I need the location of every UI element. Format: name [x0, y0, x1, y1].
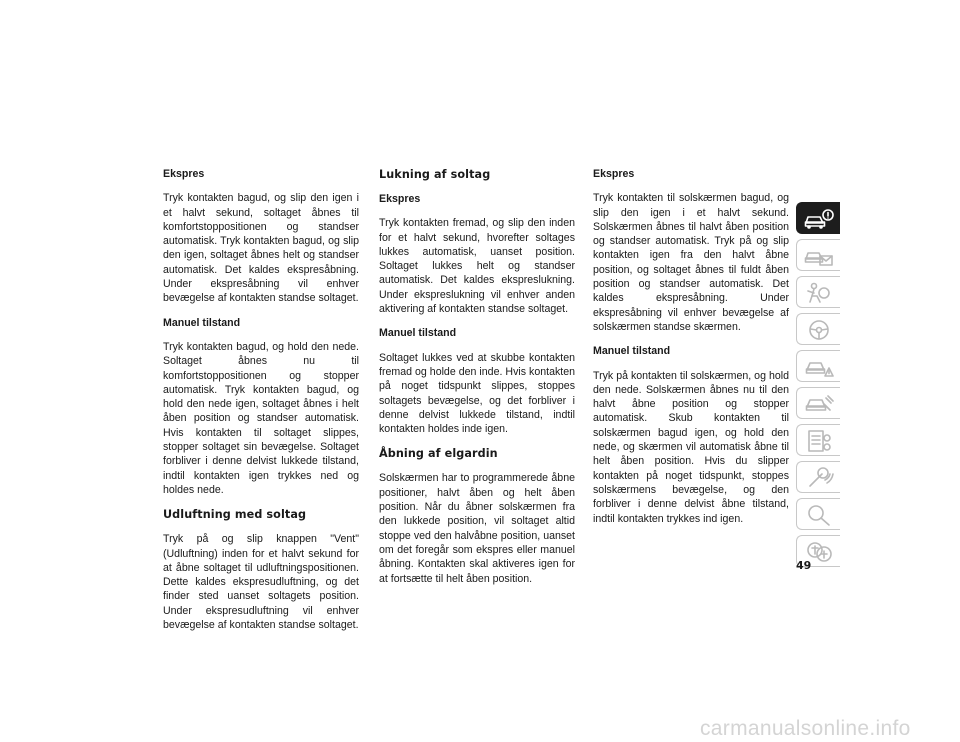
heading-udluftning: Udluftning med soltag	[163, 508, 307, 522]
car-service-icon	[804, 392, 834, 416]
heading-ekspres: Ekspres	[593, 168, 635, 180]
tab-specifications[interactable]	[796, 424, 840, 456]
tab-airbag-safety[interactable]	[796, 276, 840, 308]
text-column-middle	[379, 167, 575, 596]
tab-car-service[interactable]	[796, 387, 840, 419]
paragraph-manuel-tilstand: Tryk kontakten bagud, og hold den nede. Soltaget åbnes nu til komfortstoppositionen og stopper automatisk. Tryk kontakten bagud, og hold den nede igen, soltaget åbnes i helt åben position og standser automatisk. Hvis kontakten til soltaget slippes, stopper soltaget sin bevægelse. Soltaget forbliver i denne delvist lukkede tilstand, indtil kontakten igen trykkes ned og holdes nede.	[163, 340, 359, 496]
heading-manuel-tilstand: Manuel tilstand	[593, 345, 671, 358]
heading-lukning-af-soltag: Lukning af soltag	[379, 168, 491, 181]
text-column-left	[163, 167, 359, 642]
paragraph-aabning: Solskærmen har to programmerede åbne positioner, halvt åben og helt åben position. Når du åbner solskærmen fra den lukkede position, vil soltaget altid stoppe ved den halvåbne position, uanset om det foregår som ekspres eller manuel åbning. Kontakten skal aktiveres igen for at fortsætte til helt åben position.	[379, 472, 575, 585]
text-column-right	[593, 167, 789, 536]
tab-car-warning[interactable]	[796, 350, 840, 382]
paragraph-ekspres: Tryk kontakten til solskærmen bagud, og slip den igen i et halvt sekund. Solskærmen åbnes til halvt åben position og standser automatisk. Tryk på og slip kontakten igen fra den halvt åbne position, og soltaget åbnes til fuldt åben position og standser automatisk. Det kaldes ekspresåbning. Under ekspresåbning vil enhver bevægelse af solskærmen standse skærmen.	[593, 192, 789, 333]
heading-aabning-af-elgardin: Åbning af elgardin	[379, 447, 498, 461]
paragraph-ekspres: Tryk kontakten bagud, og slip den igen i et halvt sekund, soltaget åbnes til komfortstoppositionen og standser automatisk. Tryk kontakten bagud, og slip den igen, soltaget åbnes helt og standser automatisk. Det kaldes ekspresåbning. Under ekspresåbning vil enhver bevægelse af kontakten standse soltaget.	[163, 192, 359, 305]
chapter-tabs	[796, 202, 842, 572]
paragraph-udluftning: Tryk på og slip knappen "Vent" (Udluftning) inden for et halvt sekund for at åbne soltaget til udluftningspositionen. Dette kaldes ekspresudluftning, og det finder sted uanset soltagets position. Under ekspresudluftning vil enhver bevægelse af kontakten standse soltaget.	[163, 533, 359, 632]
tab-steering-wheel[interactable]	[796, 313, 840, 345]
car-info-icon	[804, 207, 834, 231]
search-index-icon	[804, 503, 834, 527]
paragraph-ekspres: Tryk kontakten fremad, og slip den inden for et halvt sekund, hvorefter soltages lukkes automatisk, uanset position. Soltaget lukkes helt og standser automatisk. Det kaldes ekspreslukning. Under ekspreslukning vil enhver anden aktivering af kontakten standse soltaget.	[379, 217, 575, 316]
paragraph-manuel-tilstand: Soltaget lukkes ved at skubbe kontakten fremad og holde den inde. Hvis kontakten på noget tidspunkt slippes, stoppes soltagets bevægelse, og det forbliver i denne delvist lukkede tilstand, indtil kontakten holdes inde igen.	[379, 351, 575, 436]
heading-manuel-tilstand: Manuel tilstand	[163, 316, 241, 329]
page-number: 49	[796, 559, 812, 572]
tab-search-index[interactable]	[796, 498, 840, 530]
car-message-icon	[804, 244, 834, 268]
heading-manuel-tilstand: Manuel tilstand	[379, 327, 457, 340]
watermark: carmanualsonline.info	[700, 717, 911, 740]
paragraph-manuel-tilstand: Tryk på kontakten til solskærmen, og hold den nede. Solskærmen åbnes nu til den halvt åbne position og stopper automatisk. Skub kontakten til solskærmen bagud igen, og hold den nede, og skærmen vil automatisk åbne til helt åben position. Hvis du slipper kontakten på noget tidspunkt, stoppes solskærmens bevægelse, og den forbliver i denne delvist åbne tilstand, indtil kontakten trykkes ind igen.	[593, 369, 789, 525]
specifications-list-icon	[804, 429, 834, 453]
multimedia-icon	[804, 466, 834, 490]
tab-multimedia[interactable]	[796, 461, 840, 493]
airbag-safety-icon	[804, 281, 834, 305]
car-warning-icon	[804, 355, 834, 379]
heading-ekspres: Ekspres	[379, 193, 421, 205]
heading-ekspres: Ekspres	[163, 168, 205, 180]
steering-wheel-icon	[804, 318, 834, 342]
tab-car-info[interactable]	[796, 202, 840, 234]
tab-car-message[interactable]	[796, 239, 840, 271]
